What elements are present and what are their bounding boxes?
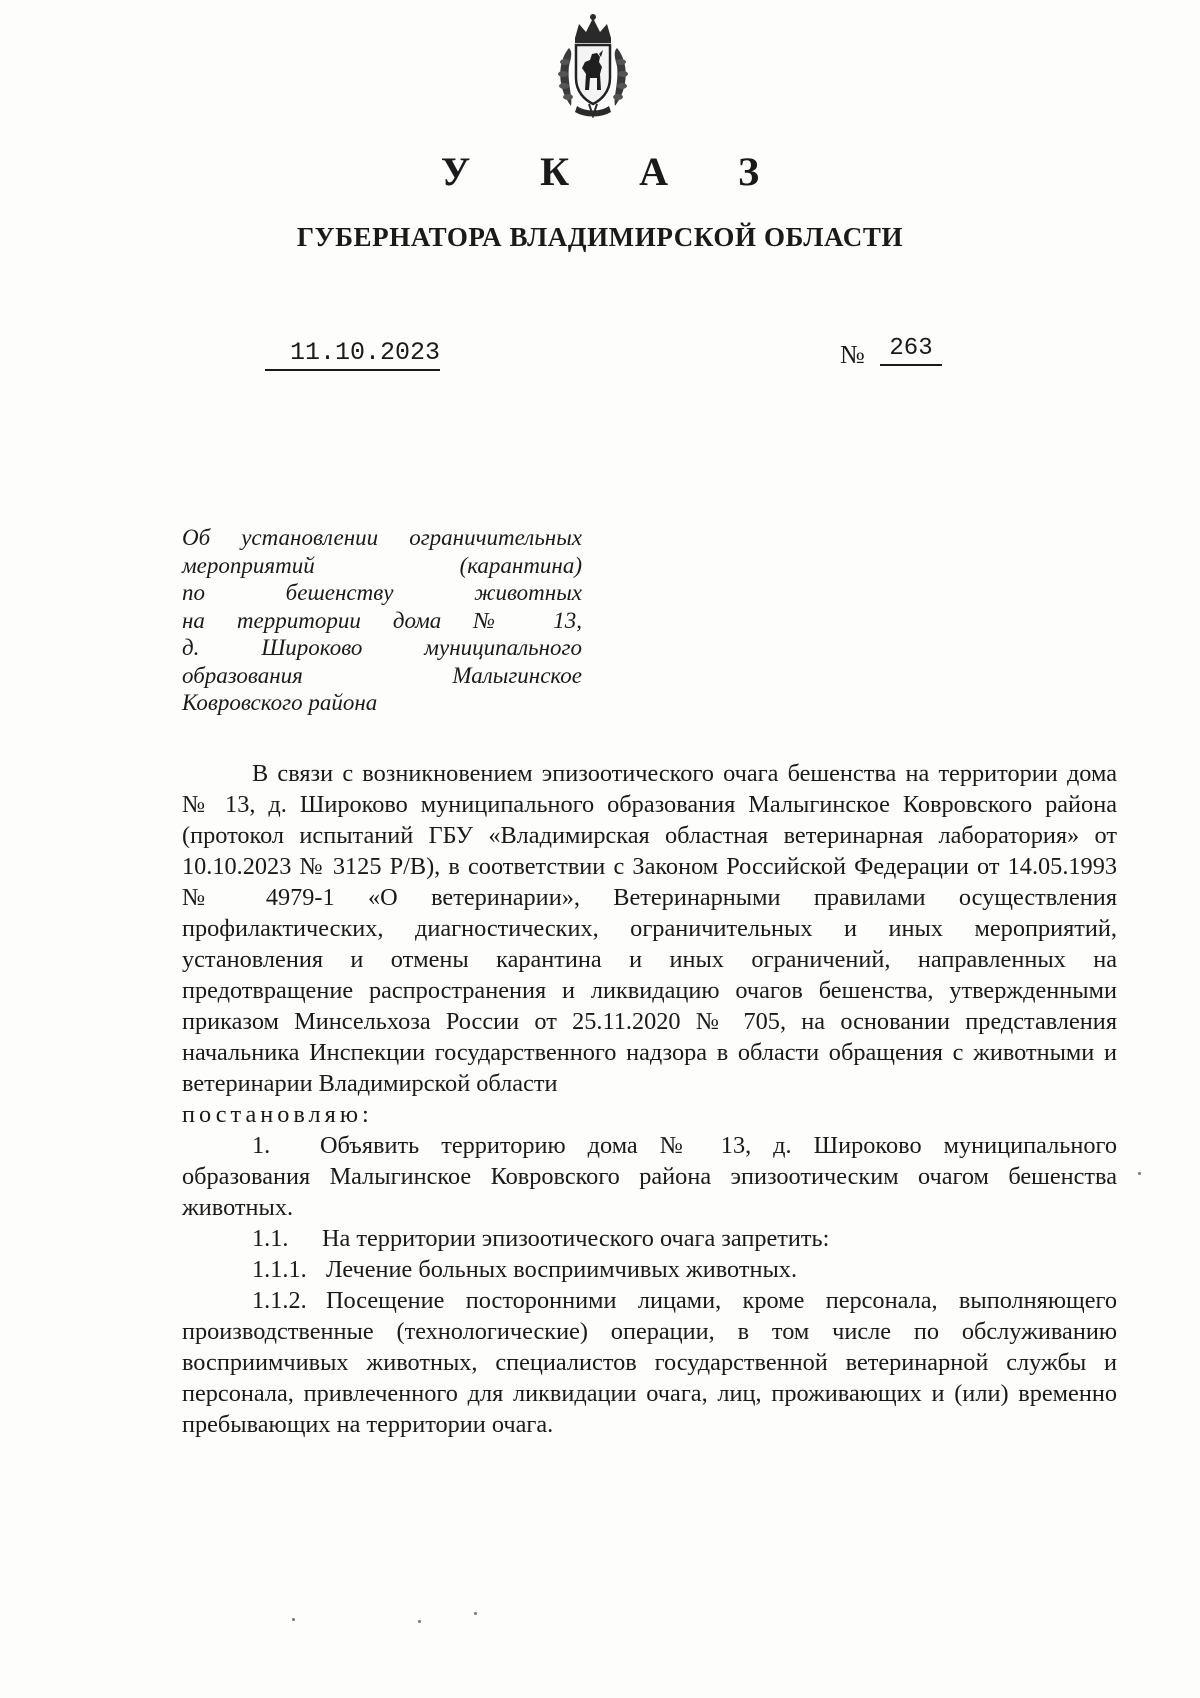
scan-speck xyxy=(292,1618,295,1621)
issuer-title: ГУБЕРНАТОРА ВЛАДИМИРСКОЙ ОБЛАСТИ xyxy=(296,222,904,252)
coat-of-arms-icon xyxy=(555,12,631,118)
subject-line: д. Широково муниципального xyxy=(182,635,582,660)
scan-speck xyxy=(474,1612,477,1615)
decree-body xyxy=(182,758,1117,1440)
decree-heading: У К А З xyxy=(440,149,790,194)
preamble-paragraph: В связи с возникновением эпизоотического очага бешенства на территории дома № 13, д. Широково муниципального образования Малыгинское Ковровского района (протокол испытаний ГБУ «Владимирская областная ветеринарная лаборатория» от 10.10.2023 № 3125 Р/В), в соответствии с Законом Российской Федерации от 14.05.1993 № 4979-1 «О ветеринарии», Ветеринарными правилами осуществления профилактических, диагностических, ограничительных и иных мероприятий, установления и отмены карантина и иных ограничений, направленных на предотвращение распространения и ликвидацию очагов бешенства, утвержденными приказом Минсельхоза России от 25.11.2020 № 705, на основании представления начальника Инспекции государственного надзора в области обращения с животными и ветеринарии Владимирской области xyxy=(182,760,1117,1097)
decree-number: 263 xyxy=(880,335,942,366)
decree-date: 11.10.2023 xyxy=(265,338,440,371)
item-text: Объявить территорию дома № 13, д. Широково муниципального образования Малыгинское Ковровского района эпизоотическим очагом бешенства животных. xyxy=(182,1132,1117,1221)
subject-line: образования Малыгинское xyxy=(182,662,582,688)
scan-speck xyxy=(418,1620,421,1623)
scan-speck xyxy=(1138,1172,1141,1175)
item-text: Лечение больных восприимчивых животных. xyxy=(326,1256,798,1283)
item-1 xyxy=(182,1130,1117,1223)
item-1-1-2 xyxy=(182,1285,1117,1440)
resolve-word: постановляю: xyxy=(182,1101,373,1128)
item-text: Посещение посторонними лицами, кроме персонала, выполняющего производственные (технологические) операции, в том числе по обслуживанию восприимчивых животных, специалистов государственной ветеринарной службы и персонала, привлеченного для ликвидации очага, лиц, проживающих и (или) временно пребывающих на территории очага. xyxy=(182,1287,1117,1438)
subject-line: по бешенству животных xyxy=(182,580,582,605)
resolve-line xyxy=(182,1099,1117,1130)
item-number: 1.1.2. xyxy=(252,1287,307,1314)
item-number: 1.1.1. xyxy=(252,1256,307,1283)
item-1-1 xyxy=(182,1223,1117,1254)
decree-subject xyxy=(182,524,582,717)
number-sign: № xyxy=(840,340,865,369)
subject-line: Об установлении ограничительных xyxy=(182,525,582,550)
item-number: 1.1. xyxy=(252,1225,289,1252)
subject-line: мероприятий (карантина) xyxy=(182,552,582,578)
item-1-1-1 xyxy=(182,1254,1117,1285)
subject-line: Ковровского района xyxy=(182,690,378,715)
subject-line: на территории дома № 13, xyxy=(182,607,582,633)
item-number: 1. xyxy=(252,1132,271,1159)
item-text: На территории эпизоотического очага запретить: xyxy=(322,1225,830,1252)
